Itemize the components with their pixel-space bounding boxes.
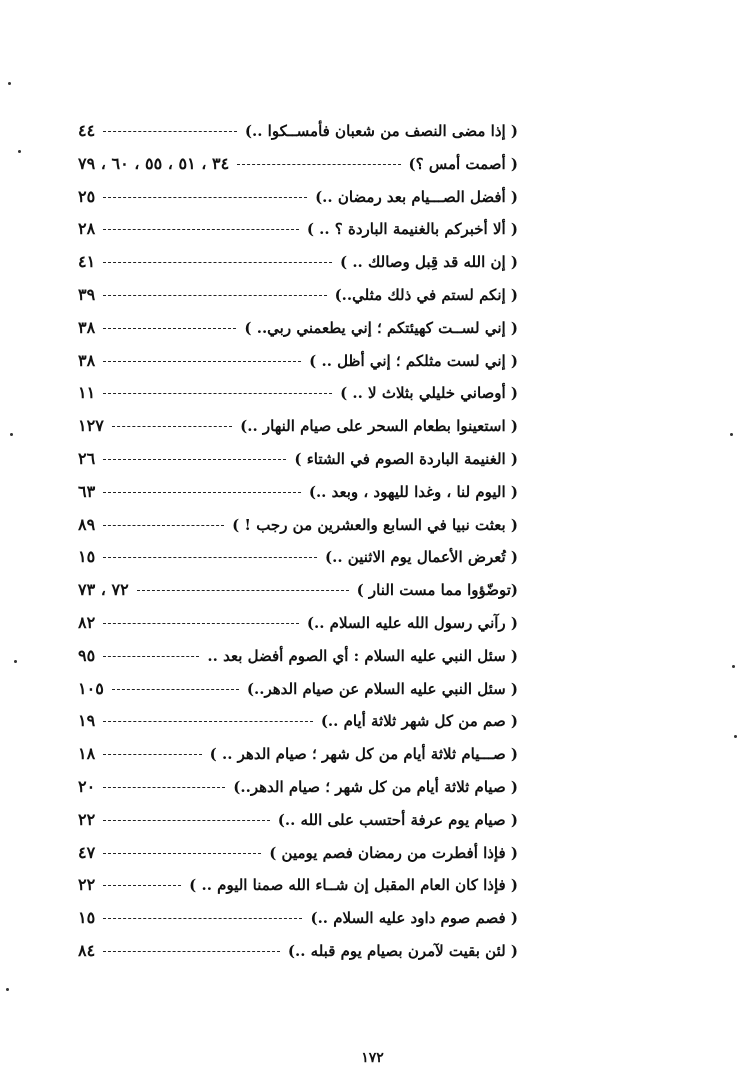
page-number: ١٧٢ xyxy=(361,1050,384,1066)
entry-hadith-title: ( ألا أخبركم بالغنيمة الباردة ؟ .. ) xyxy=(306,220,518,239)
entry-page-numbers: ٨٩ xyxy=(78,514,96,534)
entry-page-numbers: ٣٩ xyxy=(78,285,96,304)
entry-hadith-title: (توضّؤوا مما مست النار ) xyxy=(356,581,518,600)
index-entry xyxy=(78,281,518,309)
entry-hadith-title: ( اليوم لنا ، وغدا لليهود ، وبعد ..) xyxy=(308,482,518,501)
scan-speck xyxy=(734,735,737,738)
entry-hadith-title: ( أوصاني خليلي بثلاث لا .. ) xyxy=(340,384,518,403)
index-entry xyxy=(78,445,518,473)
index-entry xyxy=(78,183,518,211)
entry-hadith-title: ( فإذا كان العام المقبل إن شــاء الله صمنا اليوم .. ) xyxy=(189,876,518,895)
entry-hadith-title: ( أصمت أمس ؟) xyxy=(408,154,518,173)
leader-dashes xyxy=(103,885,181,886)
entry-hadith-title: ( سئل النبي عليه السلام عن صيام الدهر..) xyxy=(246,679,518,698)
index-entry xyxy=(78,412,518,440)
index-entry xyxy=(78,478,518,506)
entry-page-numbers: ٢٢ xyxy=(78,875,96,895)
index-entry xyxy=(78,937,518,965)
leader-dashes xyxy=(103,328,236,329)
entry-hadith-title: ( إن الله قد قِبل وصالك .. ) xyxy=(340,253,518,272)
index-entry xyxy=(78,215,518,243)
scan-speck xyxy=(10,433,13,436)
index-entry xyxy=(78,576,518,604)
leader-dashes xyxy=(103,295,327,296)
entry-hadith-title: ( بعثت نبيا في السابع والعشرين من رجب ! ) xyxy=(232,515,518,534)
index-entry xyxy=(78,314,518,342)
leader-dashes xyxy=(103,721,313,722)
entry-page-numbers: ٤٤ xyxy=(78,121,96,140)
leader-dashes xyxy=(103,557,317,558)
index-entry xyxy=(78,117,518,145)
entry-page-numbers: ٦٣ xyxy=(78,481,96,501)
index-entry xyxy=(78,543,518,571)
leader-dashes xyxy=(103,393,332,394)
leader-dashes xyxy=(103,197,307,198)
index-entry xyxy=(78,150,518,178)
scan-speck xyxy=(6,988,9,991)
entry-page-numbers: ١٠٥ xyxy=(78,678,104,698)
entry-hadith-title: ( أفضل الصـــيام بعد رمضان ..) xyxy=(315,187,518,206)
leader-dashes xyxy=(103,754,202,755)
index-entry xyxy=(78,609,518,637)
leader-dashes xyxy=(103,459,286,460)
entry-page-numbers: ٨٤ xyxy=(78,941,96,960)
index-entry xyxy=(78,511,518,539)
leader-dashes xyxy=(137,590,349,591)
entry-hadith-title: ( إني لست مثلكم ؛ إني أظل .. ) xyxy=(309,351,518,370)
entry-page-numbers: ١١ xyxy=(78,383,96,403)
index-entry xyxy=(78,773,518,801)
leader-dashes xyxy=(103,623,299,624)
entry-page-numbers: ٣٨ xyxy=(78,317,96,337)
index-entry xyxy=(78,248,518,276)
entry-page-numbers: ٤١ xyxy=(78,252,96,272)
leader-dashes xyxy=(103,492,301,493)
entry-page-numbers: ٢٨ xyxy=(78,219,96,239)
entry-hadith-title: ( صم من كل شهر ثلاثة أيام ..) xyxy=(320,712,518,731)
entry-page-numbers: ٤٧ xyxy=(78,842,96,862)
entry-hadith-title: ( سئل النبي عليه السلام : أي الصوم أفضل بعد .. xyxy=(207,646,518,665)
entry-hadith-title: ( استعينوا بطعام السحر على صيام النهار ..) xyxy=(240,417,518,436)
entry-page-numbers: ٣٨ xyxy=(78,350,96,370)
leader-dashes xyxy=(103,131,237,132)
entry-page-numbers: ٧٢ ، ٧٣ xyxy=(78,580,129,600)
entry-hadith-title: ( صيام ثلاثة أيام من كل شهر ؛ صيام الدهر..) xyxy=(233,778,518,796)
entry-page-numbers: ١٩ xyxy=(78,711,96,731)
leader-dashes xyxy=(103,656,199,657)
index-entry xyxy=(78,904,518,932)
entry-hadith-title: ( الغنيمة الباردة الصوم في الشتاء ) xyxy=(294,450,518,468)
entry-hadith-title: ( لئن بقيت لآمرن بصيام يوم قبله ..) xyxy=(287,942,518,960)
entry-hadith-title: ( إذا مضى النصف من شعبان فأمســكوا ..) xyxy=(244,122,518,140)
leader-dashes xyxy=(237,164,401,165)
entry-hadith-title: ( إني لســت كهيئتكم ؛ إني يطعمني ربي.. ) xyxy=(244,318,518,337)
scan-speck xyxy=(14,660,17,663)
entry-hadith-title: ( رآني رسول الله عليه السلام ..) xyxy=(306,614,518,632)
leader-dashes xyxy=(103,820,270,821)
scan-speck xyxy=(730,433,733,436)
leader-dashes xyxy=(112,426,232,427)
leader-dashes xyxy=(103,229,299,230)
entry-page-numbers: ١٥ xyxy=(78,908,96,928)
entry-page-numbers: ١٨ xyxy=(78,744,96,764)
index-entry xyxy=(78,839,518,867)
leader-dashes xyxy=(103,262,332,263)
scan-speck xyxy=(18,150,21,153)
entry-page-numbers: ٩٥ xyxy=(78,645,96,665)
entry-page-numbers: ١٢٧ xyxy=(78,416,104,436)
entry-page-numbers: ١٥ xyxy=(78,547,96,567)
entry-page-numbers: ٨٢ xyxy=(78,613,96,632)
entry-page-numbers: ٢٦ xyxy=(78,449,96,468)
leader-dashes xyxy=(103,951,280,952)
entry-hadith-title: ( تُعرض الأعمال يوم الاثنين ..) xyxy=(325,548,518,567)
entry-hadith-title: ( صـــيام ثلاثة أيام من كل شهر ؛ صيام الدهر .. ) xyxy=(209,745,518,764)
scan-speck xyxy=(732,665,735,668)
entry-hadith-title: ( فإذا أفطرت من رمضان فصم يومين ) xyxy=(269,843,518,862)
entry-hadith-title: ( إنكم لستم في ذلك مثلي..) xyxy=(334,286,518,304)
entry-page-numbers: ٢٥ xyxy=(78,186,96,206)
leader-dashes xyxy=(103,787,225,788)
index-entry xyxy=(78,707,518,735)
scan-speck xyxy=(8,82,11,85)
index-entry xyxy=(78,642,518,670)
index-entry xyxy=(78,740,518,768)
entry-hadith-title: ( صيام يوم عرفة أحتسب على الله ..) xyxy=(277,810,518,829)
entry-hadith-title: ( فصم صوم داود عليه السلام ..) xyxy=(310,909,518,928)
entry-page-numbers: ٢٢ xyxy=(78,809,96,829)
index-entry xyxy=(78,675,518,703)
leader-dashes xyxy=(103,918,302,919)
index-entry xyxy=(78,379,518,407)
leader-dashes xyxy=(103,361,301,362)
leader-dashes xyxy=(103,525,224,526)
index-entry xyxy=(78,806,518,834)
entry-page-numbers: ٢٠ xyxy=(78,777,96,796)
index-entry xyxy=(78,871,518,899)
leader-dashes xyxy=(103,853,261,854)
leader-dashes xyxy=(112,689,239,690)
index-entry xyxy=(78,347,518,375)
entry-page-numbers: ٣٤ ، ٥١ ، ٥٥ ، ٦٠ ، ٧٩ xyxy=(78,153,230,173)
